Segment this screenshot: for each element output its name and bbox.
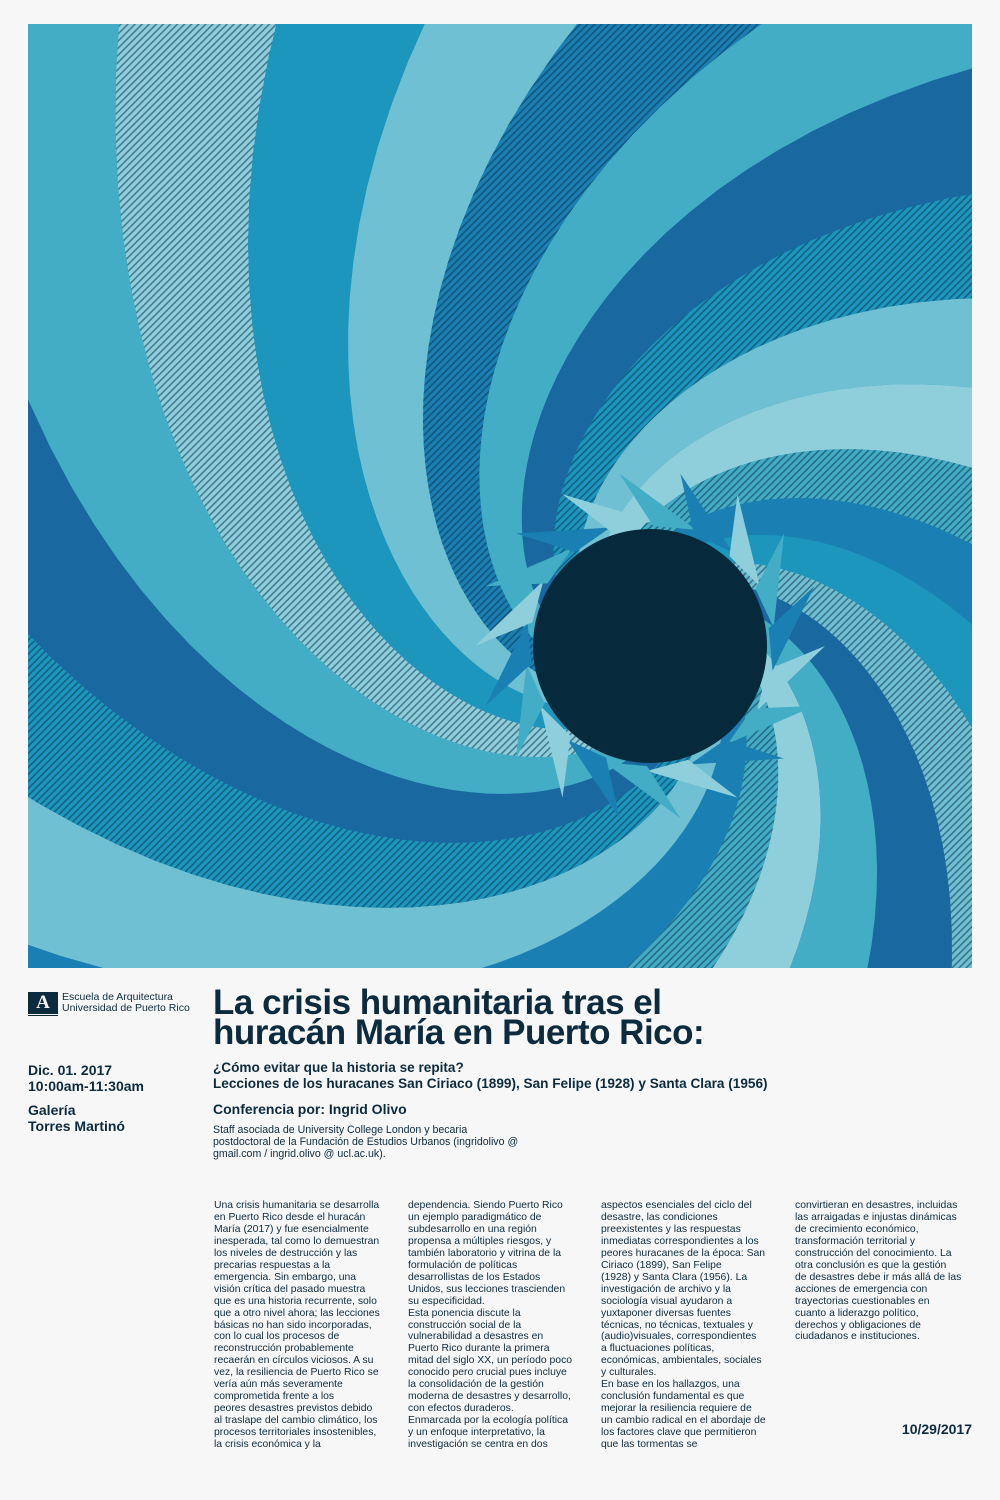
body-text-line: en Puerto Rico desde el huracán — [214, 1211, 366, 1223]
body-text-line: (1928) y Santa Clara (1956). La — [601, 1271, 748, 1283]
body-column-1 — [214, 1200, 396, 1451]
body-text-line: procesos territoriales insostenibles, — [214, 1427, 377, 1439]
hurricane-spiral-artwork — [28, 24, 972, 968]
event-datetime — [28, 1062, 144, 1094]
body-text-line: Unidos, sus lecciones trascienden — [408, 1283, 566, 1295]
title-line-1: La crisis humanitaria tras el — [213, 983, 662, 1022]
body-text-line: investigación se centra en dos — [408, 1439, 548, 1451]
body-text-line: mitad del siglo XX, un período poco — [408, 1355, 573, 1367]
body-text-line: conclusión fundamental es que — [601, 1391, 745, 1403]
body-text-line: yuxtaponer diversas fuentes — [601, 1307, 731, 1319]
school-logo — [28, 992, 198, 1016]
body-text-line: económicas, ambientales, sociales — [601, 1355, 762, 1367]
body-text-line: María (2017) y fue esencialmente — [214, 1223, 369, 1235]
body-text-line: y culturales. — [601, 1367, 657, 1379]
title-line-2: huracán María en Puerto Rico: — [213, 1013, 705, 1052]
poster-title — [213, 983, 973, 1052]
body-text-line: convirtieran en desastres, incluidas — [795, 1200, 958, 1211]
bio-line: postdoctoral de la Fundación de Estudios Urbanos (ingridolivo @ — [213, 1136, 519, 1148]
body-text-line: recaerán en círculos viciosos. A su — [214, 1355, 374, 1367]
logo-line-school: Escuela de Arquitectura — [62, 991, 173, 1003]
body-text-line: ciudadanos e instituciones. — [795, 1331, 920, 1343]
body-text-line: con lo cual los procesos de — [214, 1331, 340, 1343]
logo-line-university: Universidad de Puerto Rico — [62, 1002, 190, 1014]
body-text-line: peores huracanes de la época: San — [601, 1247, 766, 1259]
body-text-line: vez, la resiliencia de Puerto Rico se — [214, 1367, 379, 1379]
body-text-line: con efectos duraderos. — [408, 1403, 514, 1415]
body-text-line: que es una historia recurrente, solo — [214, 1295, 377, 1307]
body-text-line: técnicas, no técnicas, textuales y — [601, 1319, 753, 1331]
body-text-line: mejorar la resiliencia requiere de — [601, 1403, 752, 1415]
body-text-line: peores desastres previstos debido — [214, 1403, 373, 1415]
body-text-line: vería aún más severamente — [214, 1379, 343, 1391]
body-text-line: trayectorias cuestionables en — [795, 1295, 930, 1307]
body-text-line: preexistentes y las respuestas — [601, 1223, 741, 1235]
body-text-line: inesperada, tal como lo demuestran — [214, 1235, 380, 1247]
body-text-line: moderna de desastres y desarrollo, — [408, 1391, 571, 1403]
body-text-line: En base en los hallazgos, una — [601, 1379, 740, 1391]
body-text-line: cuanto a liderazgo político, — [795, 1307, 919, 1319]
body-text-line: un ejemplo paradigmático de — [408, 1211, 542, 1223]
body-text-line: la consolidación de la gestión — [408, 1379, 544, 1391]
date-stamp: 10/29/2017 — [901, 1421, 972, 1437]
body-text-line: y un enfoque interpretativo, la — [408, 1427, 545, 1439]
body-text-line: propensa a múltiples riesgos, y — [408, 1235, 552, 1247]
body-text-line: Puerto Rico durante la primera — [408, 1343, 550, 1355]
body-text-line: vulnerabilidad a desastres en — [408, 1331, 544, 1343]
body-text-line: que a otro nivel ahora; las lecciones — [214, 1307, 380, 1319]
body-text-line: sociología visual ayudaron a — [601, 1295, 733, 1307]
bio-line: Staff asociada de University College London y becaria — [213, 1124, 468, 1136]
event-venue — [28, 1102, 125, 1134]
venue-line-1: Galería — [28, 1102, 76, 1118]
body-text-line: emergencia. Sin embargo, una — [214, 1271, 357, 1283]
body-text-line: inmediatas correspondientes a los — [601, 1235, 759, 1247]
body-text-line: comprometida frente a los — [214, 1391, 335, 1403]
body-text-line: al traslape del cambio climático, los — [214, 1415, 378, 1427]
body-text-line: acciones de emergencia con — [795, 1283, 928, 1295]
poster-subtitle — [213, 1060, 973, 1092]
event-date: Dic. 01. 2017 — [28, 1062, 113, 1078]
body-text-line: subdesarrollo en una región — [408, 1223, 537, 1235]
body-text-line: a fluctuaciones políticas, — [601, 1343, 715, 1355]
body-text-line: otra conclusión es que la gestión — [795, 1259, 947, 1271]
logo-mark: A — [28, 992, 58, 1014]
lecturer-bio — [213, 1124, 593, 1160]
body-text-line: que las tormentas se — [601, 1439, 698, 1451]
body-text-line: aspectos esenciales del ciclo del — [601, 1200, 752, 1211]
body-text-line: Una crisis humanitaria se desarrolla — [214, 1200, 380, 1211]
body-text-line: derechos y obligaciones de — [795, 1319, 921, 1331]
body-text-line: investigación de archivo y la — [601, 1283, 731, 1295]
body-text-line: (audio)visuales, correspondientes — [601, 1331, 757, 1343]
body-text-line: precarias respuestas a la — [214, 1259, 331, 1271]
body-text-line: visión crítica del pasado muestra — [214, 1283, 366, 1295]
body-text-line: Enmarcada por la ecología política — [408, 1415, 568, 1427]
body-text-line: las arraigadas e injustas dinámicas — [795, 1211, 957, 1223]
body-text-line: básicas no han sido incorporadas, — [214, 1319, 372, 1331]
body-text-line: construcción social de la — [408, 1319, 522, 1331]
subtitle-line-1: ¿Cómo evitar que la historia se repita? — [213, 1060, 464, 1075]
body-text-line: formulación de políticas — [408, 1259, 518, 1271]
event-time: 10:00am-11:30am — [28, 1078, 144, 1094]
body-text-line: desarrollistas de los Estados — [408, 1271, 541, 1283]
body-text-line: de desastres debe ir más allá de las — [795, 1271, 962, 1283]
body-text-line: los factores clave que permitieron — [601, 1427, 757, 1439]
logo-text — [62, 992, 190, 1014]
venue-line-2: Torres Martinó — [28, 1118, 125, 1134]
body-text-line: reconstrucción probablemente — [214, 1343, 354, 1355]
body-text-line: su especificidad. — [408, 1295, 485, 1307]
body-text-line: Esta ponencia discute la — [408, 1307, 521, 1319]
body-text-line: también laboratorio y vitrina de la — [408, 1247, 562, 1259]
body-text-line: conocido pero crucial pues incluye — [408, 1367, 567, 1379]
hurricane-eye — [533, 529, 767, 763]
body-text-line: transformación territorial y — [795, 1235, 916, 1247]
body-text-line: construcción del conocimiento. La — [795, 1247, 952, 1259]
body-text-line: los niveles de destrucción y las — [214, 1247, 358, 1259]
body-column-3 — [601, 1200, 783, 1451]
lecturer-name: Conferencia por: Ingrid Olivo — [213, 1101, 407, 1117]
body-text-line: Ciriaco (1899), San Felipe — [601, 1259, 722, 1271]
body-text-line: dependencia. Siendo Puerto Rico — [408, 1200, 563, 1211]
body-text-line: desastre, las condiciones — [601, 1211, 718, 1223]
bio-line: gmail.com / ingrid.olivo @ ucl.ac.uk). — [213, 1148, 386, 1160]
body-column-4 — [795, 1200, 977, 1343]
body-text-line: un cambio radical en el abordaje de — [601, 1415, 766, 1427]
body-text-line: de crecimiento económico, — [795, 1223, 919, 1235]
subtitle-line-2: Lecciones de los huracanes San Ciriaco (1899), San Felipe (1928) y Santa Clara (1956) — [213, 1076, 768, 1091]
hurricane-spiral-icon — [28, 24, 972, 968]
body-text-line: la crisis económica y la — [214, 1439, 321, 1451]
body-column-2 — [408, 1200, 590, 1451]
